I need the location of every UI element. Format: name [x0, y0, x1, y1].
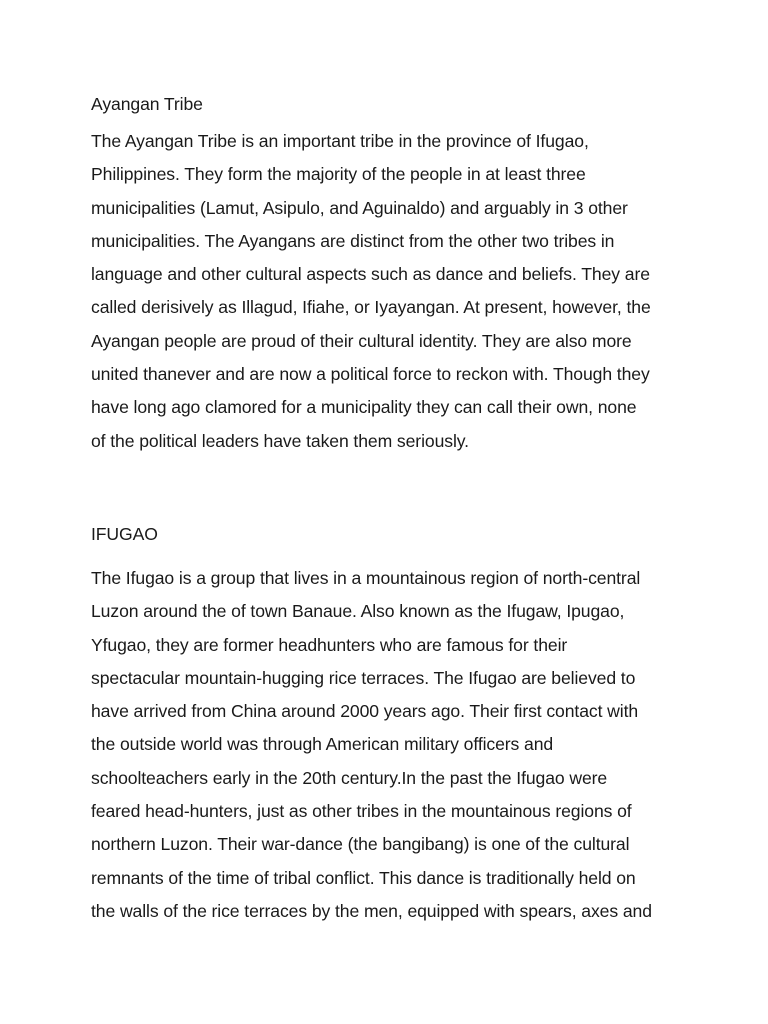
paragraph-line: of the political leaders have taken them seriously.	[91, 430, 469, 451]
paragraph-line: northern Luzon. Their war-dance (the bangibang) is one of the cultural	[91, 834, 630, 855]
paragraph-line: Luzon around the of town Banaue. Also known as the Ifugaw, Ipugao,	[91, 601, 625, 622]
paragraph-line: The Ayangan Tribe is an important tribe in the province of Ifugao,	[91, 131, 589, 151]
paragraph-ayangan-tribe	[91, 125, 691, 458]
section-heading-ayangan-tribe: Ayangan Tribe	[91, 94, 203, 114]
paragraph-line: municipalities (Lamut, Asipulo, and Aguinaldo) and arguably in 3 other	[91, 197, 628, 218]
paragraph-line: the outside world was through American military officers and	[91, 734, 554, 755]
paragraph-line: language and other cultural aspects such as dance and beliefs. They are	[91, 264, 650, 285]
paragraph-line: Yfugao, they are former headhunters who are famous for their	[91, 634, 568, 655]
paragraph-line: Ayangan people are proud of their cultural identity. They are also more	[91, 330, 632, 351]
paragraph-line: schoolteachers early in the 20th century.In the past the Ifugao were	[91, 767, 608, 788]
paragraph-line: The Ifugao is a group that lives in a mountainous region of north-central	[91, 568, 641, 588]
paragraph-line: feared head-hunters, just as other tribes in the mountainous regions of	[91, 801, 632, 822]
paragraph-line: remnants of the time of tribal conflict. This dance is traditionally held on	[91, 867, 636, 888]
paragraph-line: have arrived from China around 2000 years ago. Their first contact with	[91, 701, 639, 722]
paragraph-line: the walls of the rice terraces by the men, equipped with spears, axes and	[91, 900, 652, 921]
paragraph-line: united thanever and are now a political force to reckon with. Though they	[91, 364, 650, 385]
paragraph-line: municipalities. The Ayangans are distinct from the other two tribes in	[91, 230, 615, 251]
paragraph-ifugao	[91, 562, 691, 928]
section-heading-ifugao: IFUGAO	[91, 524, 158, 544]
paragraph-line: Philippines. They form the majority of the people in at least three	[91, 164, 586, 185]
paragraph-line: spectacular mountain-hugging rice terraces. The Ifugao are believed to	[91, 667, 636, 688]
paragraph-line: have long ago clamored for a municipality they can call their own, none	[91, 397, 637, 418]
paragraph-line: called derisively as Illagud, Ifiahe, or Iyayangan. At present, however, the	[91, 297, 651, 318]
